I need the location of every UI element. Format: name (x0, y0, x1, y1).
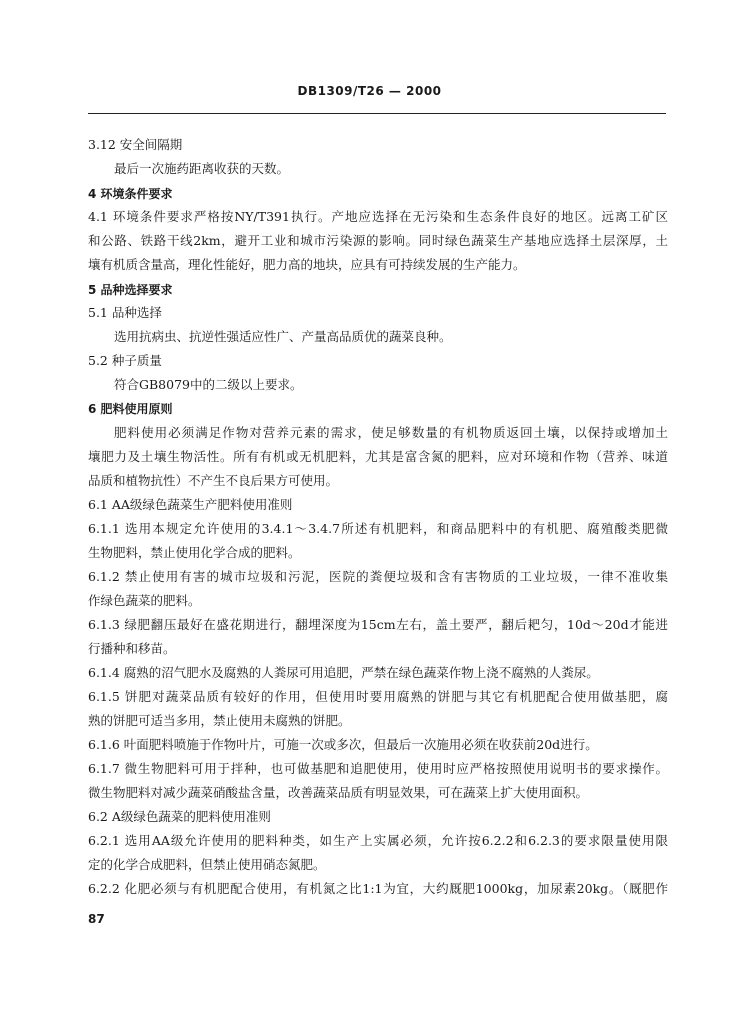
body-line: 选用抗病虫、抗逆性强适应性广、产量高品质优的蔬菜良种。 (114, 329, 452, 344)
header-divider (88, 113, 666, 114)
body-line: 6.1.6 叶面肥料喷施于作物叶片，可施一次或多次，但最后一次施用必须在收获前20d进行。 (88, 737, 598, 752)
body-line: 最后一次施药距离收获的天数。 (114, 161, 290, 176)
body-line: 和公路、铁路干线2km，避开工业和城市污染源的影响。同时绿色蔬菜生产基地应选择土层深厚，土 (88, 233, 668, 248)
section-6-1-heading: 6.1 AA级绿色蔬菜生产肥料使用准则 (88, 497, 293, 512)
body-line: 6.1.7 微生物肥料可用于拌种，也可做基肥和追肥使用，使用时应严格按照使用说明书的要求操作。 (88, 761, 668, 776)
section-6-2-heading: 6.2 A级绿色蔬菜的肥料使用准则 (88, 809, 271, 824)
body-line: 壤有机质含量高，理化性能好，肥力高的地块，应具有可持续发展的生产能力。 (88, 257, 526, 272)
body-line: 行播种和移苗。 (88, 641, 176, 656)
body-line: 6.1.2 禁止使用有害的城市垃圾和污泥，医院的粪便垃圾和含有害物质的工业垃圾，一律不准收集 (88, 569, 668, 584)
body-line: 6.2.2 化肥必须与有机肥配合使用，有机氮之比1:1为宜，大约厩肥1000kg，加尿素20kg。（厩肥作 (88, 881, 668, 896)
section-5-heading: 5 品种选择要求 (88, 283, 173, 297)
section-3-12-heading: 3.12 安全间隔期 (88, 137, 183, 152)
body-line: 6.1.3 绿肥翻压最好在盛花期进行，翻埋深度为15cm左右，盖土要严，翻后耙匀，10d～20d才能进 (88, 617, 668, 632)
section-5-2-heading: 5.2 种子质量 (88, 353, 162, 368)
section-5-1-heading: 5.1 品种选择 (88, 305, 162, 320)
body-line: 符合GB8079中的二级以上要求。 (114, 377, 303, 392)
body-line: 6.1.4 腐熟的沼气肥水及腐熟的人粪尿可用追肥，严禁在绿色蔬菜作物上浇不腐熟的人粪尿。 (88, 665, 599, 680)
body-line: 6.2.1 选用AA级允许使用的肥料种类，如生产上实属必须，允许按6.2.2和6.2.3的要求限量使用限 (88, 833, 668, 848)
body-line: 定的化学合成肥料，但禁止使用硝态氮肥。 (88, 857, 326, 872)
body-line: 品质和植物抗性）不产生不良后果方可使用。 (88, 473, 339, 488)
body-line: 6.1.1 选用本规定允许使用的3.4.1～3.4.7所述有机肥料，和商品肥料中的有机肥、腐殖酸类肥微 (88, 521, 668, 536)
body-line: 熟的饼肥可适当多用，禁止使用未腐熟的饼肥。 (88, 713, 351, 728)
standard-code-header: DB1309/T26 — 2000 (297, 84, 442, 98)
section-4-heading: 4 环境条件要求 (88, 187, 173, 201)
body-line: 作绿色蔬菜的肥料。 (88, 593, 201, 608)
body-line: 壤肥力及土壤生物活性。所有有机或无机肥料，尤其是富含氮的肥料，应对环境和作物（营养、味道 (88, 449, 668, 464)
page-number: 87 (88, 912, 105, 926)
body-line: 6.1.5 饼肥对蔬菜品质有较好的作用，但使用时要用腐熟的饼肥与其它有机肥配合使用做基肥，腐 (88, 689, 668, 704)
section-6-heading: 6 肥料使用原则 (88, 402, 173, 416)
body-line: 肥料使用必须满足作物对营养元素的需求，使足够数量的有机物质返回土壤，以保持或增加土 (114, 425, 668, 440)
body-line: 微生物肥料对减少蔬菜硝酸盐含量，改善蔬菜品质有明显效果，可在蔬菜上扩大使用面积。 (88, 785, 589, 800)
body-line: 4.1 环境条件要求严格按NY/T391执行。产地应选择在无污染和生态条件良好的地区。远离工矿区 (88, 209, 668, 224)
body-line: 生物肥料，禁止使用化学合成的肥料。 (88, 545, 301, 560)
